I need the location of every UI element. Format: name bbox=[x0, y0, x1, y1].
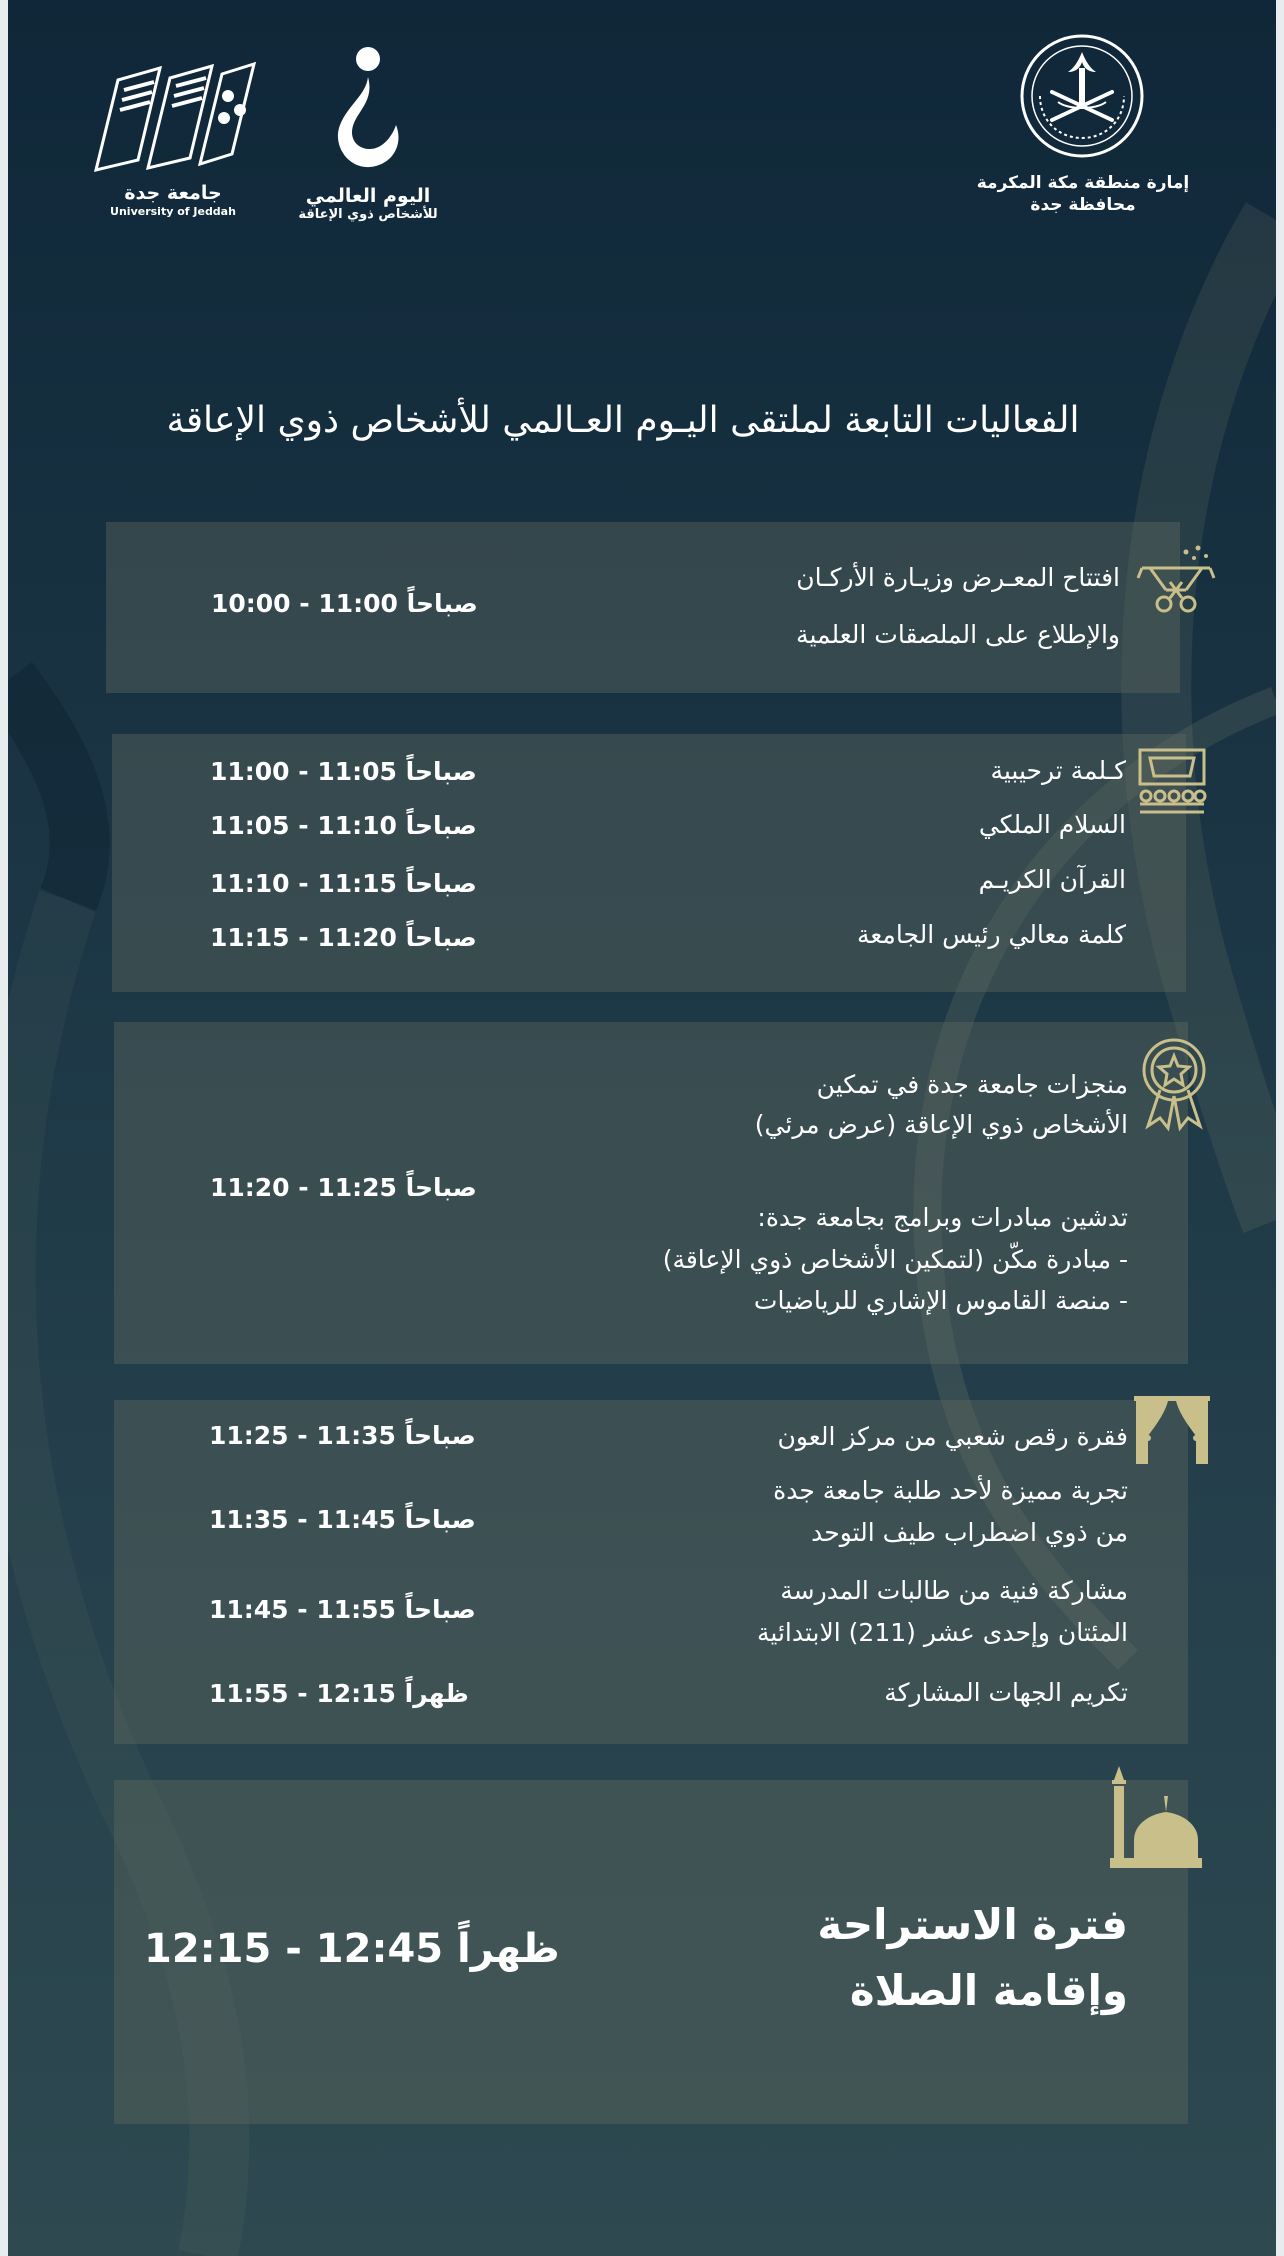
day-sub-ar: للأشخاص ذوي الإعاقة bbox=[298, 207, 438, 222]
achievements-line-1: منجزات جامعة جدة في تمكين bbox=[816, 1070, 1128, 1099]
performance-3-time: 11:45 - 11:55 صباحاً bbox=[209, 1595, 476, 1624]
achievements-line-5: - منصة القاموس الإشاري للرياضيات bbox=[753, 1286, 1128, 1315]
stage-audience-icon bbox=[1136, 746, 1208, 816]
performance-3-line-2: المئتان وإحدى عشر (211) الابتدائية bbox=[757, 1618, 1128, 1647]
section-1-time: 10:00 - 11:00 صباحاً bbox=[211, 589, 478, 618]
achievements-time: 11:20 - 11:25 صباحاً bbox=[210, 1173, 477, 1202]
break-line-2: وإقامة الصلاة bbox=[849, 1966, 1128, 2015]
ceremony-time-4: 11:15 - 11:20 صباحاً bbox=[210, 923, 477, 952]
ceremony-time-1: 11:00 - 11:05 صباحاً bbox=[210, 757, 477, 786]
ceremony-item-3: القرآن الكريـم bbox=[978, 865, 1126, 894]
break-line-1: فترة الاستراحة bbox=[817, 1900, 1128, 1949]
ceremony-item-1: كـلمة ترحيبية bbox=[990, 756, 1126, 785]
university-logo-icon bbox=[88, 60, 258, 178]
ribbon-cutting-icon bbox=[1136, 542, 1216, 622]
event-poster bbox=[8, 0, 1276, 2256]
emirate-emblem-icon bbox=[1018, 32, 1146, 160]
performance-1-line-1: فقرة رقص شعبي من مركز العون bbox=[777, 1422, 1128, 1451]
award-medal-icon bbox=[1138, 1036, 1210, 1132]
ceremony-item-2: السلام الملكي bbox=[978, 810, 1126, 839]
ceremony-item-4: كلمة معالي رئيس الجامعة bbox=[856, 920, 1126, 949]
section-opening bbox=[106, 522, 1180, 693]
section-ceremony bbox=[112, 734, 1186, 992]
performance-2-line-2: من ذوي اضطراب طيف التوحد bbox=[811, 1518, 1128, 1547]
performance-2-line-1: تجربة مميزة لأحد طلبة جامعة جدة bbox=[773, 1476, 1128, 1505]
ceremony-time-3: 11:10 - 11:15 صباحاً bbox=[210, 869, 477, 898]
performance-3-line-1: مشاركة فنية من طالبات المدرسة bbox=[780, 1576, 1128, 1605]
emirate-sub-ar: محافظة جدة bbox=[1030, 195, 1136, 215]
achievements-line-2: الأشخاص ذوي الإعاقة (عرض مرئي) bbox=[754, 1110, 1128, 1139]
performance-4-line-1: تكريم الجهات المشاركة bbox=[884, 1678, 1128, 1707]
mosque-icon bbox=[1110, 1766, 1202, 1870]
university-name-en: University of Jeddah bbox=[110, 205, 236, 218]
break-time: 12:15 - 12:45 ظهراً bbox=[144, 1926, 560, 1972]
theater-curtain-icon bbox=[1134, 1396, 1210, 1468]
achievements-line-4: - مبادرة مكّن (لتمكين الأشخاص ذوي الإعاقة) bbox=[662, 1245, 1128, 1274]
university-name bbox=[88, 182, 258, 220]
emirate-name-ar: إمارة منطقة مكة المكرمة bbox=[976, 173, 1190, 193]
ceremony-time-2: 11:05 - 11:10 صباحاً bbox=[210, 811, 477, 840]
section-1-line-2: والإطلاع على الملصقات العلمية bbox=[796, 620, 1120, 649]
section-1-line-1: افتتاح المعـرض وزيـارة الأركـان bbox=[796, 563, 1120, 592]
section-break bbox=[114, 1780, 1188, 2124]
section-achievements bbox=[114, 1022, 1188, 1364]
performance-2-time: 11:35 - 11:45 صباحاً bbox=[209, 1505, 476, 1534]
university-name-ar: جامعة جدة bbox=[124, 182, 222, 204]
achievements-line-3: تدشين مبادرات وبرامج بجامعة جدة: bbox=[757, 1203, 1128, 1232]
international-day-logo-icon bbox=[308, 45, 428, 175]
section-performances bbox=[114, 1400, 1188, 1744]
performance-1-time: 11:25 - 11:35 صباحاً bbox=[209, 1421, 476, 1450]
page-title: الفعاليات التابعة لملتقى اليـوم العـالمي للأشخاص ذوي الإعاقة bbox=[166, 400, 1080, 441]
performance-4-time: 11:55 - 12:15 ظهراً bbox=[209, 1679, 469, 1708]
emirate-name bbox=[968, 172, 1198, 216]
day-name bbox=[278, 185, 458, 223]
day-name-ar: اليوم العالمي bbox=[305, 185, 431, 207]
